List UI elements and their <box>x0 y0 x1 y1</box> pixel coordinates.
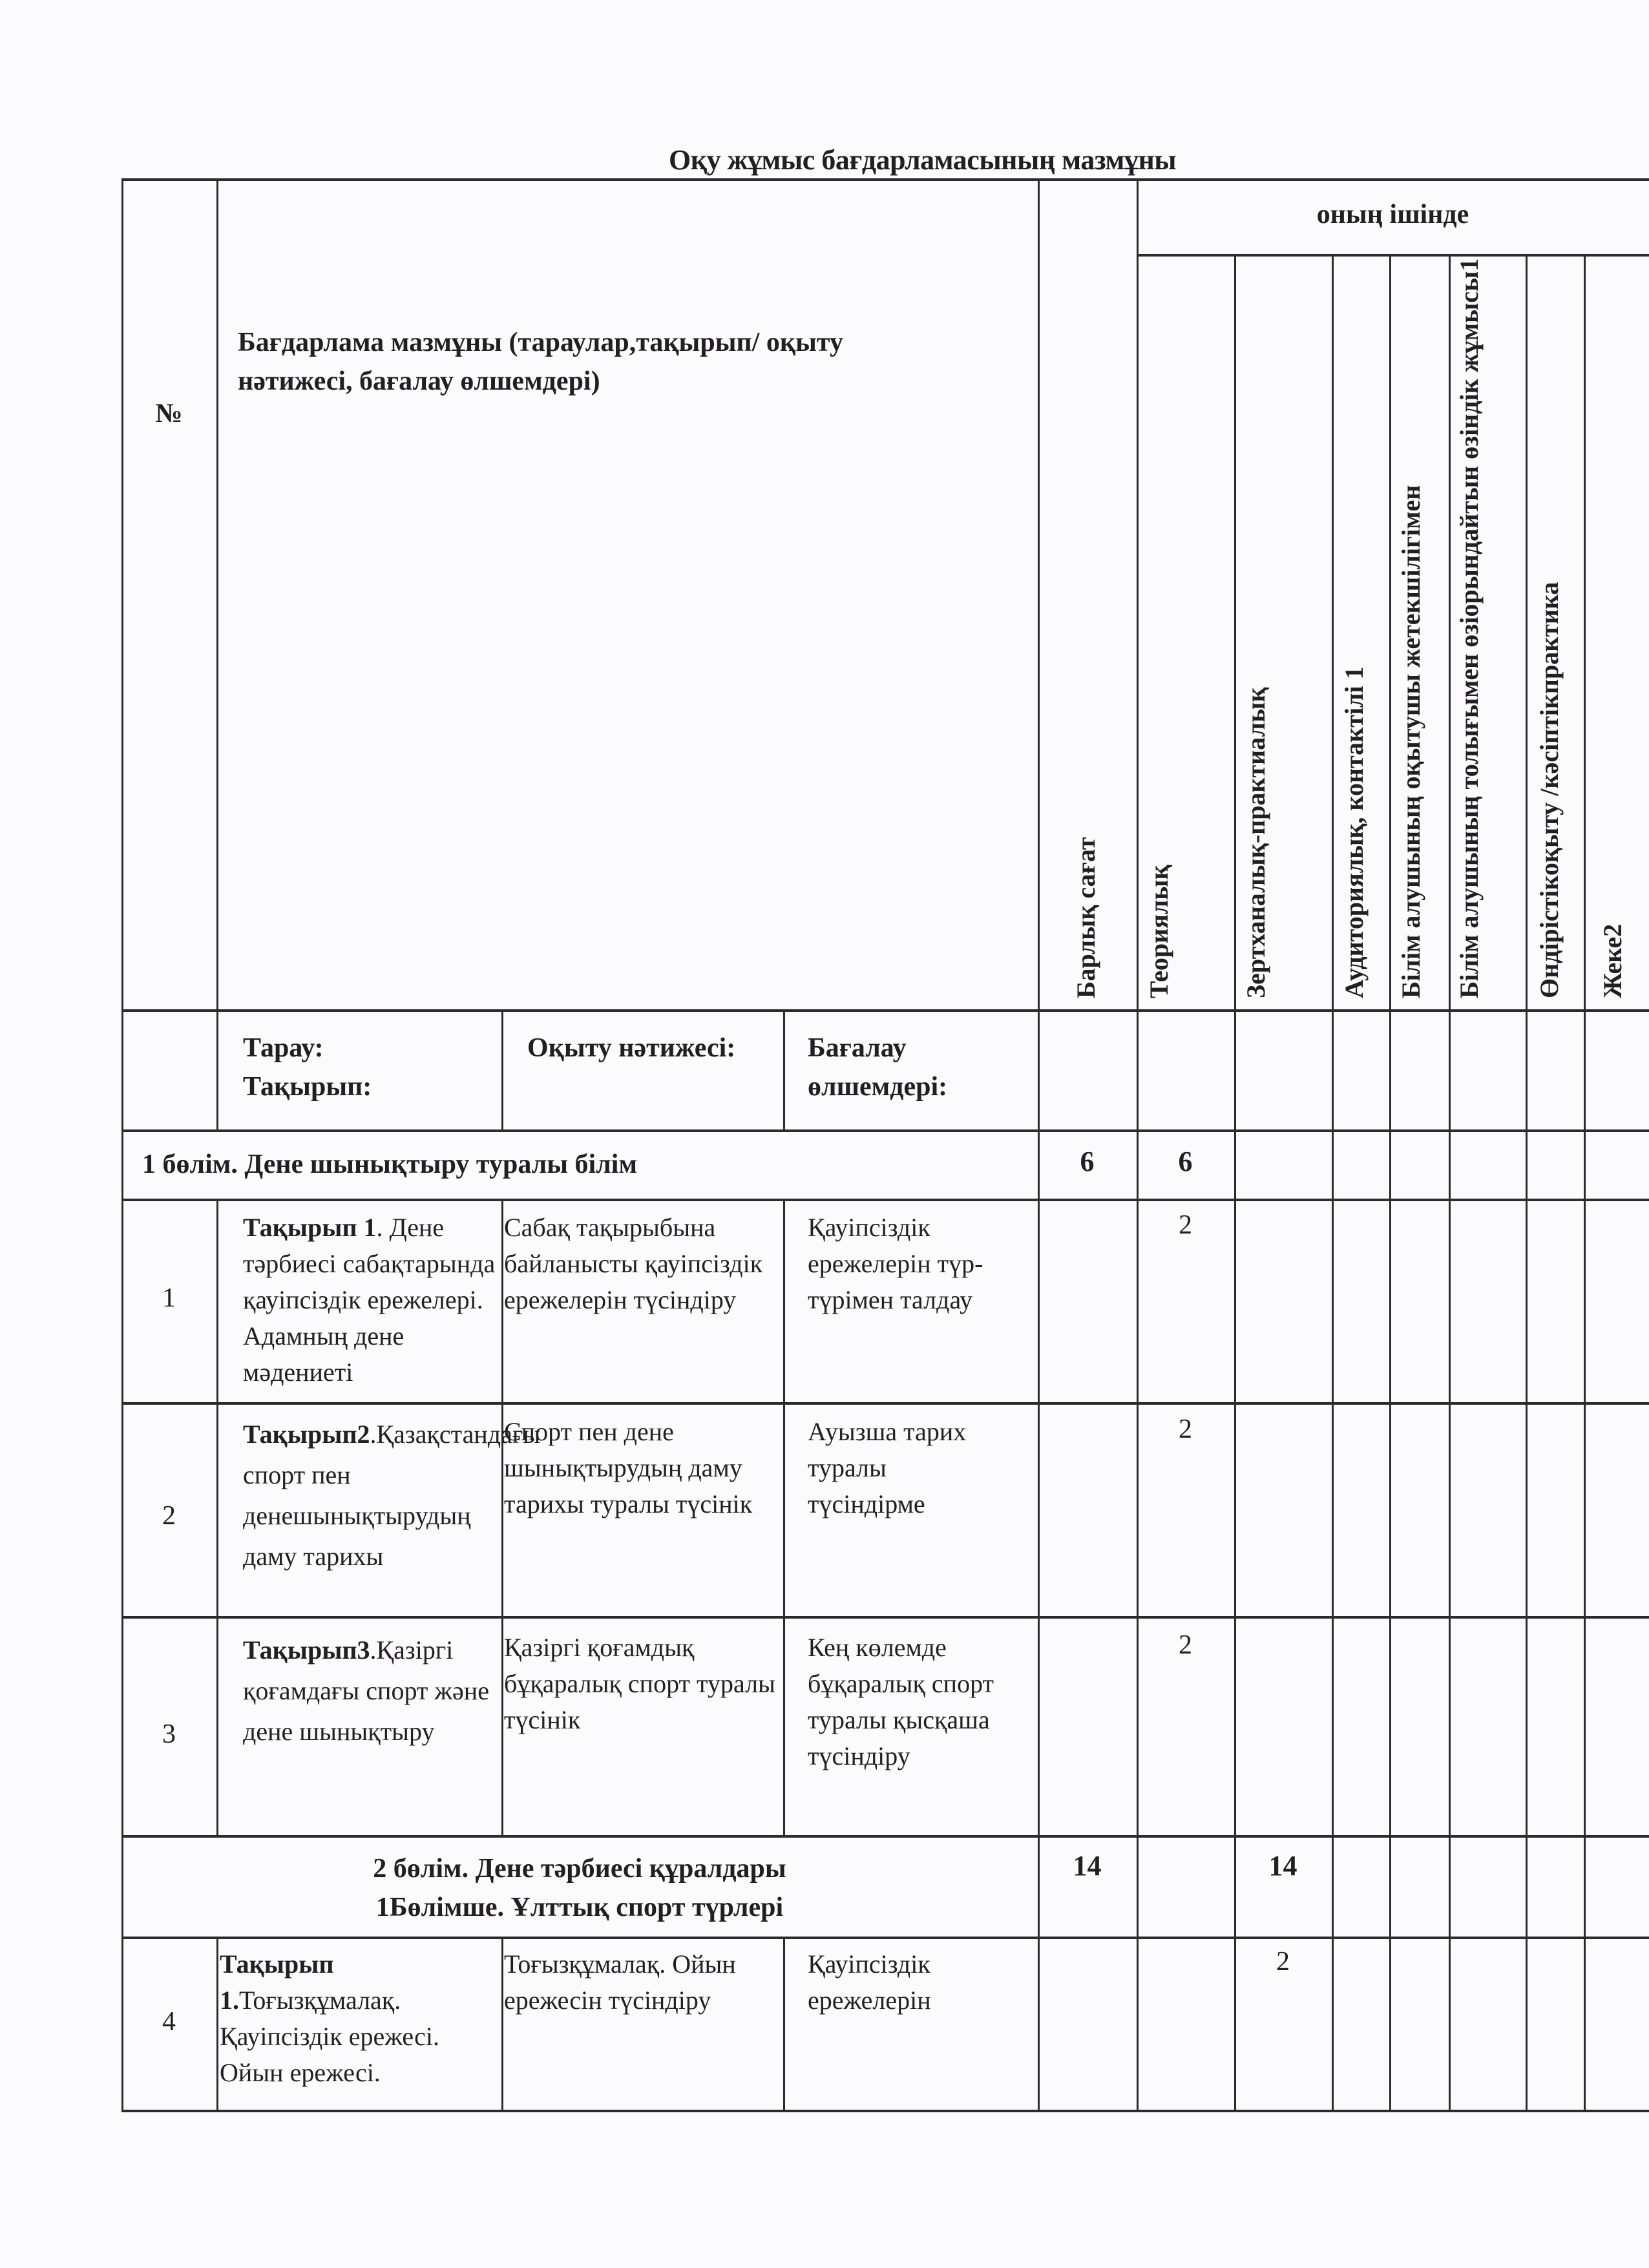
rule-aud-col <box>1332 254 1334 2112</box>
header-auditorium: Аудиториялық, контактілі 1 <box>1339 666 1369 998</box>
rule-left <box>121 178 123 2112</box>
row-4-outcome: Тоғызқұмалақ. Ойын ережесін түсіндіру <box>504 1949 736 2015</box>
row-2-topic <box>243 1414 541 1577</box>
row-1-topic-label: Тақырып 1 <box>243 1213 377 1242</box>
rule-outcome-col-c <box>783 1937 785 2112</box>
row-4-lab: 2 <box>1276 1947 1290 1977</box>
subheader-topic-label: Тақырып: <box>243 1072 372 1102</box>
row-2-topic-label: Тақырып2 <box>243 1420 370 1449</box>
rule-subheader-bottom <box>121 1129 1649 1132</box>
row-4-topic-text: Тоғызқұмалақ. Қауіпсіздік ережесі. Ойын ережесі. <box>220 1986 439 2087</box>
row-4-number: 4 <box>162 2007 176 2037</box>
section-2-title <box>121 1849 1038 1927</box>
rule-ind-col <box>1584 254 1586 2112</box>
header-total-hours: Барлық сағат <box>1071 837 1100 998</box>
row-2-outcome: Спорт пен дене шынықтырудың даму тарихы туралы түсінік <box>504 1417 753 1518</box>
section-1-theory: 6 <box>1178 1146 1193 1177</box>
row-3-number: 3 <box>162 1719 176 1749</box>
header-theory: Теориялық <box>1144 865 1173 998</box>
header-content: Бағдарлама мазмұны (тараулар,тақырып/ оқыту нәтижесі, бағалау өлшемдері) <box>238 328 843 396</box>
rule-prod-col <box>1526 254 1528 2112</box>
rule-header-bottom <box>121 1009 1649 1012</box>
rule-topic-col-b <box>501 1199 503 1837</box>
row-1-number: 1 <box>162 1283 176 1313</box>
rule-topic-col <box>501 1009 503 1131</box>
rule-top <box>121 178 1649 181</box>
row-1-theory: 2 <box>1179 1210 1192 1240</box>
row-1-topic-text: . Дене тәрбиесі сабақтарында қауіпсіздік ережелері. Адамның дене мәдениеті <box>243 1213 496 1387</box>
rule-section2-bottom <box>121 1937 1649 1939</box>
row-1-topic <box>243 1210 501 1391</box>
row-1-criteria: Қауіпсіздік ережелерін түр-түрімен талдау <box>808 1213 983 1314</box>
rule-outcome-col <box>783 1009 785 1131</box>
rule-row2-bottom <box>121 1616 1649 1619</box>
section-2-title-line2: 1Бөлімше. Ұлттық спорт түрлері <box>375 1893 784 1922</box>
row-2-theory: 2 <box>1179 1414 1192 1444</box>
subheader-criteria: Бағалау өлшемдері: <box>808 1033 948 1102</box>
rule-row1-bottom <box>121 1402 1649 1405</box>
rule-number-col-b <box>216 1199 218 1837</box>
row-3-topic-text: .Қазіргі қоғамдағы спорт және дене шынықтыру <box>243 1635 489 1746</box>
header-including: оның ішінде <box>1316 200 1469 229</box>
rule-number-col-c <box>216 1937 218 2112</box>
header-production: Өндірістікоқыту /кәсіптікпрактика <box>1535 582 1564 998</box>
rule-lab-col <box>1234 254 1236 2112</box>
rule-row3-bottom <box>121 1835 1649 1838</box>
rule-section1-bottom <box>121 1199 1649 1201</box>
row-3-theory: 2 <box>1179 1630 1192 1660</box>
rule-outcome-col-b <box>783 1199 785 1837</box>
header-self-study-label: Білім алушының толығымен өзіорындайтын өзіндік жұмысы1 <box>1455 258 1484 998</box>
row-1-outcome: Сабақ тақырыбына байланысты қауіпсіздік ережелерін түсіндіру <box>504 1213 763 1314</box>
row-2-number: 2 <box>162 1501 176 1531</box>
section-2-lab: 14 <box>1268 1850 1297 1882</box>
subheader-outcome: Оқыту нәтижесі: <box>527 1033 736 1063</box>
row-4-topic <box>220 1946 501 2091</box>
subheader-topic <box>243 1029 495 1106</box>
row-2-topic-text: .Қазақстандағы спорт пен денешынықтырудың даму тарихы <box>243 1420 541 1571</box>
row-2-criteria: Ауызша тарих туралы түсіндірме <box>808 1417 967 1518</box>
header-self-study <box>1453 255 1486 998</box>
rule-number-col <box>216 178 218 1131</box>
subheader-chapter-label: Тарау: <box>243 1033 324 1063</box>
rule-including <box>1137 254 1649 257</box>
row-3-outcome: Қазіргі қоғамдық бұқаралық спорт туралы түсінік <box>504 1633 775 1734</box>
rule-topic-col-c <box>501 1937 503 2112</box>
rule-bottom <box>121 2110 1649 2112</box>
section-1-total: 6 <box>1080 1146 1095 1177</box>
header-individual: Жеке2 <box>1598 923 1627 998</box>
section-2-total: 14 <box>1073 1850 1102 1882</box>
row-4-topic-label: Тақырып 1. <box>220 1949 334 2015</box>
row-4-criteria: Қауіпсіздік ережелерін <box>808 1949 931 2015</box>
row-3-topic <box>243 1630 501 1752</box>
row-3-criteria: Кең көлемде бұқаралық спорт туралы қысқаша түсіндіру <box>808 1633 994 1770</box>
rule-self-col <box>1449 254 1451 2112</box>
section-1-title: 1 бөлім. Дене шынықтыру туралы білім <box>142 1150 638 1179</box>
document-title: Оқу жұмыс бағдарламасының мазмұны <box>669 144 1177 176</box>
row-3-topic-label: Тақырып3 <box>243 1635 370 1664</box>
header-tutor-led: Білім алушының оқытушы жетекшілігімен <box>1396 485 1425 998</box>
header-lab: Зертханалық-практиалық <box>1241 687 1270 998</box>
rule-tutor-col <box>1389 254 1391 2112</box>
header-number: № <box>155 399 183 428</box>
section-2-title-line1: 2 бөлім. Дене тәрбиесі құралдары <box>373 1854 786 1884</box>
